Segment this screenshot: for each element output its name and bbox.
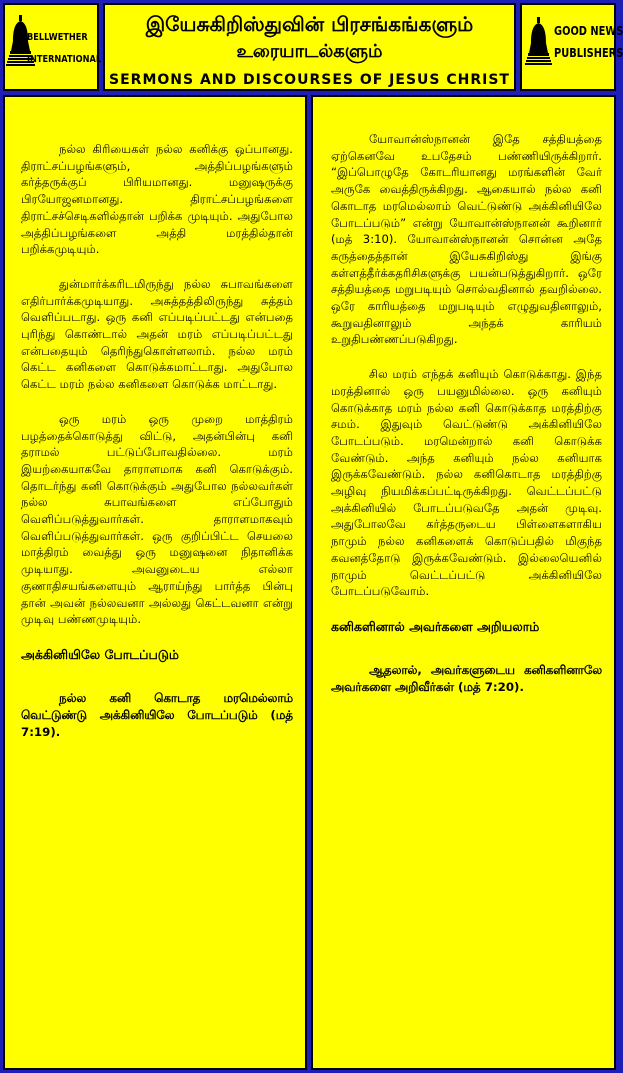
good-news-logo [520, 3, 623, 91]
title-tamil-line2: உரையாடல்களும் [236, 41, 383, 62]
right-column [311, 95, 616, 1070]
logo-left-line1: BELLWETHER [27, 32, 88, 43]
left-column [3, 95, 307, 1070]
logo-right-line1: GOOD NEWS [554, 24, 623, 38]
page-title-block [103, 3, 516, 91]
logo-left-line2: INTERNATIONAL [27, 54, 102, 65]
left-section-heading: அக்கினியிலே போடப்படும் [21, 646, 179, 662]
title-tamil-line1: இயேசுகிறிஸ்துவின் பிரசங்கங்களும் [145, 12, 474, 36]
left-paragraph-1: நல்ல கிரியைகள் நல்ல கனிக்கு ஒப்பானது. திராட்சப்பழங்களும், அத்திப்பழங்களும் கர்த்தருக்குப் பிரியமானது. மனுஷருக்கு பிரயோஜனமானது. திராட்சப்பழங்களை திராட்சச்செடிகளில்தான் பறிக்க முடியும். அதுபோல அத்திப்பழங்களை அத்தி மரத்தில்தான் பறிக்கமுடியும். [21, 142, 293, 257]
right-section-heading: கனிகளினால் அவர்களை அறியலாம் [331, 618, 540, 634]
bellwether-logo [3, 3, 102, 91]
right-verse: ஆதலால், அவர்களுடைய கனிகளினாலே அவர்களை அறிவீர்கள் (மத் 7:20). [331, 662, 602, 694]
title-english: SERMONS AND DISCOURSES OF JESUS CHRIST [109, 72, 510, 88]
right-paragraph-2: சில மரம் எந்தக் கனியும் கொடுக்காது. இந்த மரத்தினால் ஒரு பயனுமில்லை. ஒரு கனியும் கொடுக்காத மரம் நல்ல கனி கொடுக்காத மரத்திற்கு சமம். இதுவும் வெட்டுண்டு அக்கினியிலே போடப்படும். மரமென்றால் கனி கொடுக்க வேண்டும். அந்த கனியும் நல்ல கனியாக இருக்கவேண்டும். நல்ல கனிகொடாத மரத்திற்கு அழிவு நியமிக்கப்பட்டிருக்கிறது. வெட்டப்பட்டு அக்கினியில் போடப்படுவதே அதன் முடிவு. அதுபோலவே கர்த்தருடைய பிள்ளைகளாகிய நாமும் நல்ல கனிகளைக் கொடுப்பதில் மிகுந்த கவனத்தோடு இருக்கவேண்டும். இல்லையெனில் நாமும் வெட்டப்பட்டு அக்கினியிலே போடப்படுவோம். [331, 367, 602, 599]
left-verse: நல்ல கனி கொடாத மரமெல்லாம் வெட்டுண்டு அக்கினியிலே போடப்படும் (மத் 7:19). [21, 690, 293, 739]
left-paragraph-3: ஒரு மரம் ஒரு முறை மாத்திரம் பழத்தைக்கொடுத்து விட்டு, அதன்பின்பு கனி தராமல் பட்டுப்போவதில்லை. மரம் இயற்கையாகவே தாராளமாக கனி கொடுக்கும். தொடர்ந்து கனி கொடுக்கும் அதுபோல நல்லவர்கள் நல்ல சுபாவங்களை எப்போதும் வெளிப்படுத்துவார்கள். தாராளமாகவும் வெளிப்படுத்துவார்கள். ஒரு குறிப்பிட்ட செயலை மாத்திரம் வைத்து ஒரு மனுஷனை நிதானிக்க முடியாது. அவனுடைய எல்லா குணாதிசயங்களையும் ஆராய்ந்து பார்த்த பின்பு தான் அவன் நல்லவனா அல்லது கெட்டவனா என்று முடிவு பண்ணமுடியும். [21, 411, 293, 627]
logo-right-line2: PUBLISHERS [554, 46, 623, 60]
left-column-content [21, 141, 293, 741]
left-paragraph-2: துன்மார்க்கரிடமிருந்து நல்ல சுபாவங்களை எதிர்பார்க்கமுடியாது. அசுத்தத்திலிருந்து சுத்தம் வெளிப்படாது. ஒரு கனி எப்படிப்பட்டது என்பதை புரிந்து கொண்டால் அதன் மரம் எப்படிப்பட்டது என்பதையும் தெரிந்துகொள்ளலாம். நல்ல மரம் கெட்ட கனிகளை கொடுக்கமாட்டாது. அதுபோல கெட்ட மரம் நல்ல கனிகளை கொடுக்க மாட்டாது. [21, 276, 293, 392]
bellwether-bell-icon [5, 5, 97, 89]
right-paragraph-1: யோவான்ஸ்நானன் இதே சத்தியத்தை ஏற்கெனவே உபதேசம் பண்ணியிருக்கிறார். “இப்பொழுதே கோடரியானது மரங்களின் வேர் அருகே வைத்திருக்கிறது. ஆகையால் நல்ல கனி கொடாத மரமெல்லாம் வெட்டுண்டு அக்கினியிலே போடப்படும்” என்று யோவான்ஸ்நானன் கூறினார் (மத் 3:10). யோவான்ஸ்நானன் சொன்ன அதே கருத்தைத்தான் இயேசுகிறிஸ்து இங்கு கள்ளத்தீர்க்கதரிசிகளுக்கு பயன்படுத்துகிறார். ஒரே சத்தியத்தை மறுபடியும் சொல்வதினால் தவறில்லை. ஒரே காரியத்தை மறுபடியும் எழுதுவதினாலும், கூறுவதினாலும் அந்தக் காரியம் உறுதிபண்ணப்படுகிறது. [331, 132, 602, 347]
right-column-content [331, 131, 602, 696]
